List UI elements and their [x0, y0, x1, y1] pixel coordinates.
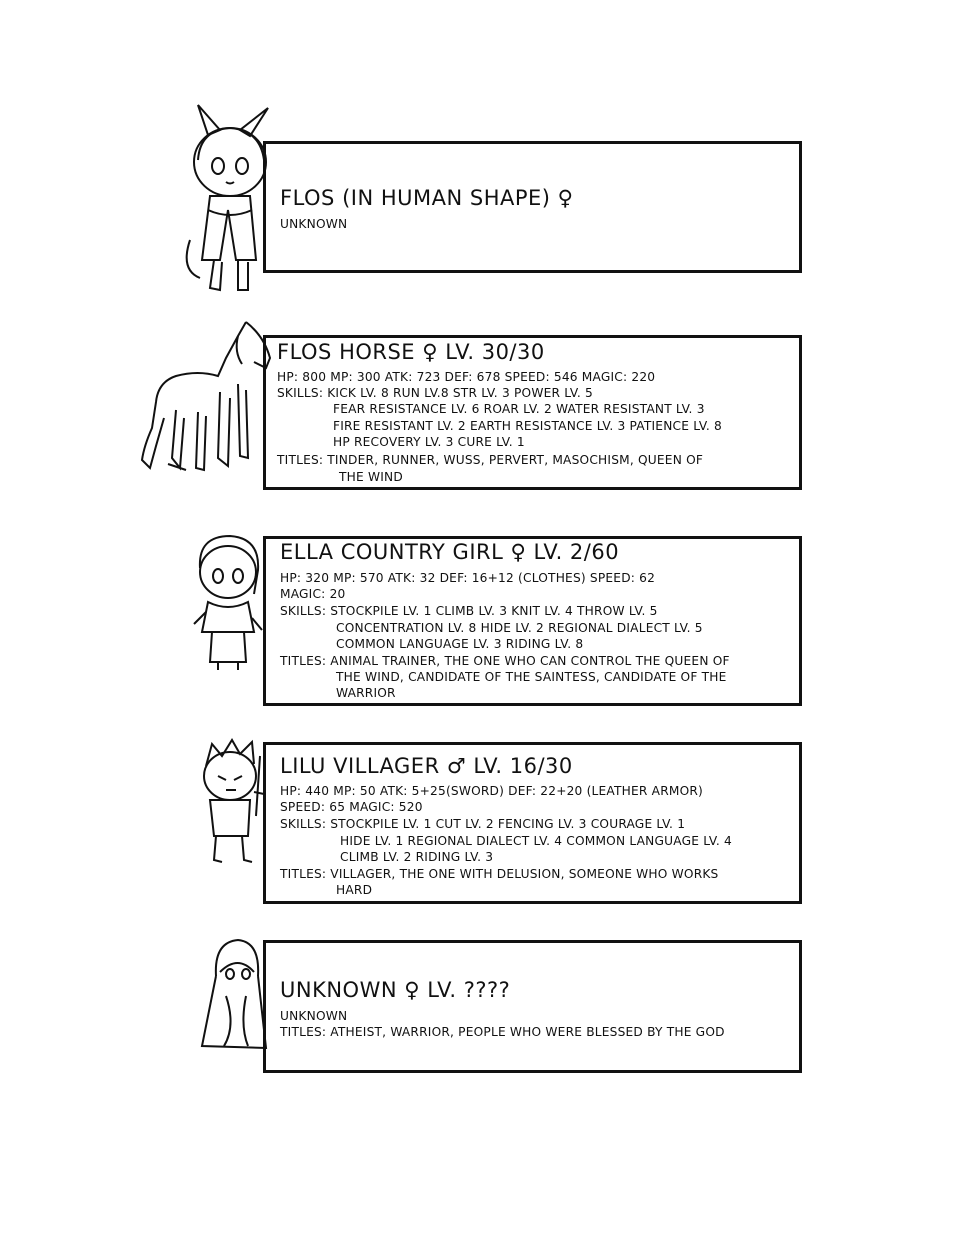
card-line: THE WIND — [339, 470, 403, 484]
card-line: TITLES: TINDER, RUNNER, WUSS, PERVERT, MASOCHISM, QUEEN OF — [277, 453, 704, 467]
card-line: CLIMB LV. 2 RIDING LV. 3 — [340, 850, 494, 864]
card-line: HP: 320 MP: 570 ATK: 32 DEF: 16+12 (CLOTHES) SPEED: 62 — [280, 571, 656, 585]
card-line: SKILLS: STOCKPILE LV. 1 CUT LV. 2 FENCING LV. 3 COURAGE LV. 1 — [280, 817, 686, 831]
card-line: FEAR RESISTANCE LV. 6 ROAR LV. 2 WATER RESISTANT LV. 3 — [333, 402, 705, 416]
card-line: TITLES: ANIMAL TRAINER, THE ONE WHO CAN CONTROL THE QUEEN OF — [280, 654, 730, 668]
card-title: LILU VILLAGER ♂ LV. 16/30 — [280, 754, 573, 778]
card-line: MAGIC: 20 — [280, 587, 346, 601]
card-line: FIRE RESISTANT LV. 2 EARTH RESISTANCE LV. 3 PATIENCE LV. 8 — [333, 419, 722, 433]
card-line: CONCENTRATION LV. 8 HIDE LV. 2 REGIONAL DIALECT LV. 5 — [336, 621, 703, 635]
card-line: HARD — [336, 883, 373, 897]
character-card-unknown — [263, 940, 802, 1073]
card-title: FLOS (IN HUMAN SHAPE) ♀ — [280, 186, 574, 210]
card-line: WARRIOR — [336, 686, 396, 700]
hooded-figure-portrait — [196, 936, 276, 1054]
card-title: FLOS HORSE ♀ LV. 30/30 — [277, 340, 545, 364]
card-title: ELLA COUNTRY GIRL ♀ LV. 2/60 — [280, 540, 620, 564]
card-line: SPEED: 65 MAGIC: 520 — [280, 800, 423, 814]
card-line: HP: 440 MP: 50 ATK: 5+25(SWORD) DEF: 22+20 (LEATHER ARMOR) — [280, 784, 704, 798]
card-line: THE WIND, CANDIDATE OF THE SAINTESS, CANDIDATE OF THE — [336, 670, 727, 684]
card-line: HIDE LV. 1 REGIONAL DIALECT LV. 4 COMMON LANGUAGE LV. 4 — [340, 834, 732, 848]
country-girl-portrait — [188, 532, 268, 672]
card-line: SKILLS: STOCKPILE LV. 1 CLIMB LV. 3 KNIT LV. 4 THROW LV. 5 — [280, 604, 658, 618]
card-line: TITLES: ATHEIST, WARRIOR, PEOPLE WHO WERE BLESSED BY THE GOD — [280, 1025, 725, 1039]
horse-eared-girl-portrait — [180, 100, 275, 295]
card-title: UNKNOWN ♀ LV. ???? — [280, 978, 511, 1002]
villager-boy-portrait — [192, 736, 272, 871]
card-line: SKILLS: KICK LV. 8 RUN LV.8 STR LV. 3 POWER LV. 5 — [277, 386, 593, 400]
horse-portrait — [138, 318, 278, 480]
card-line: COMMON LANGUAGE LV. 3 RIDING LV. 8 — [336, 637, 584, 651]
card-line: UNKNOWN — [280, 1009, 348, 1023]
card-line: TITLES: VILLAGER, THE ONE WITH DELUSION, SOMEONE WHO WORKS — [280, 867, 719, 881]
card-line: UNKNOWN — [280, 217, 348, 231]
card-line: HP: 800 MP: 300 ATK: 723 DEF: 678 SPEED: 546 MAGIC: 220 — [277, 370, 656, 384]
card-line: HP RECOVERY LV. 3 CURE LV. 1 — [333, 435, 525, 449]
